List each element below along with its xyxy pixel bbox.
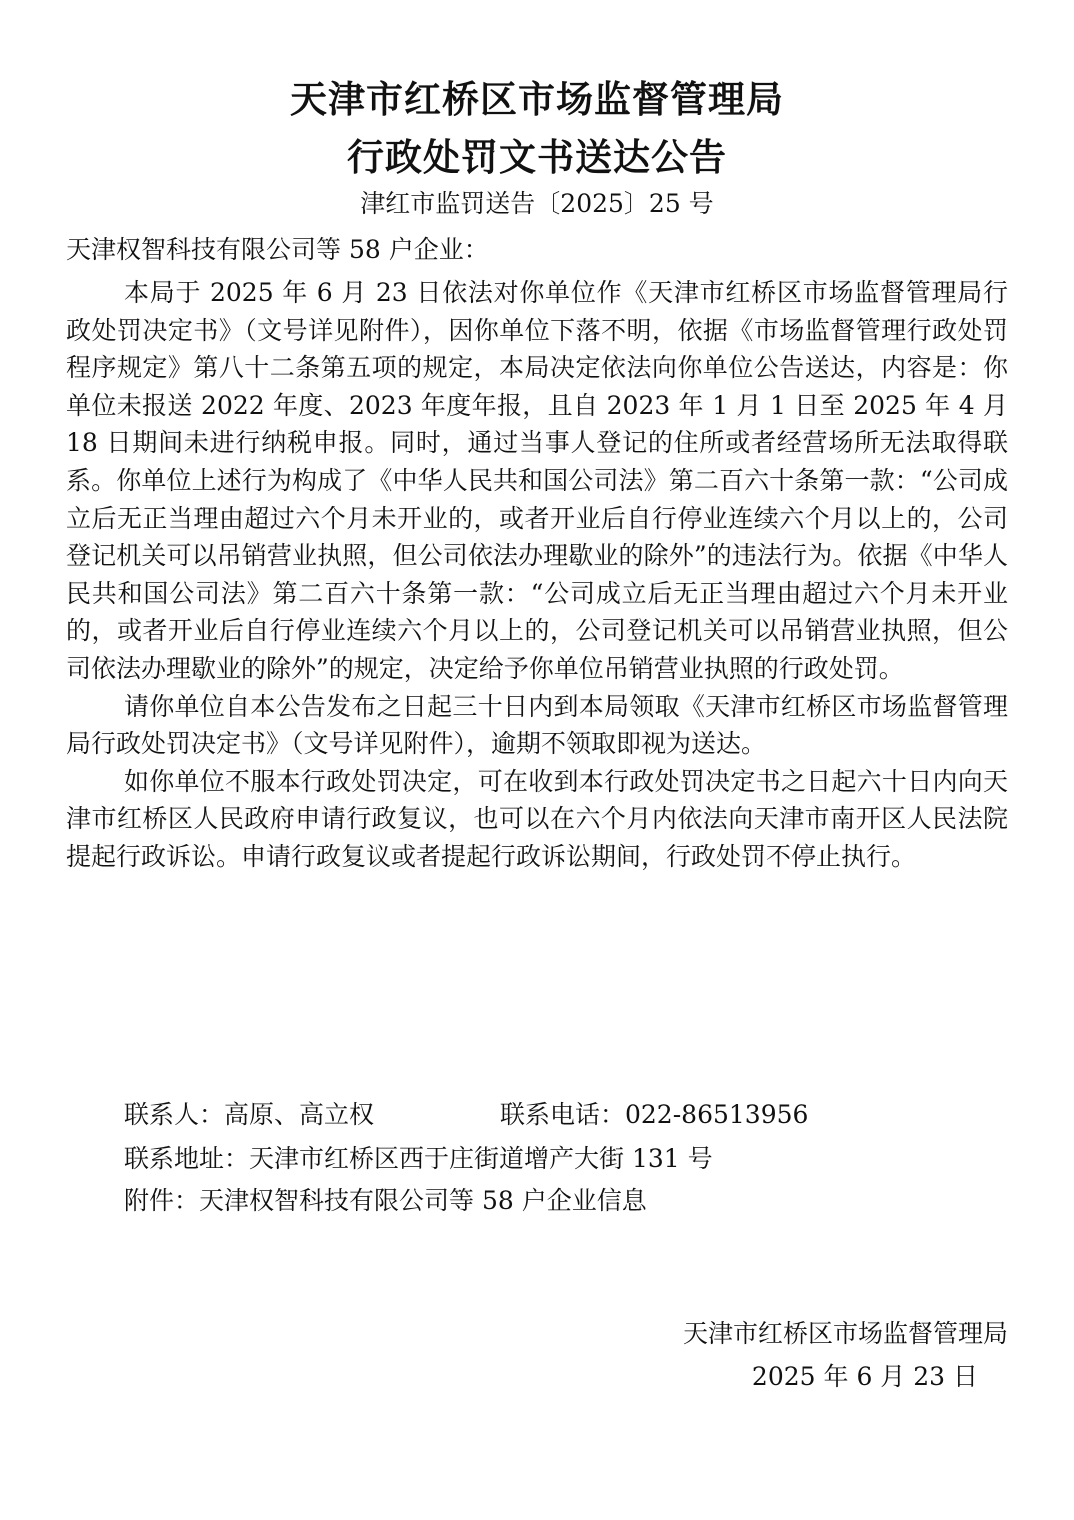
notice-body <box>66 274 1008 876</box>
attachment-note: 附件：天津权智科技有限公司等 58 户企业信息 <box>124 1186 647 1215</box>
contact-phone: 联系电话：022-86513956 <box>500 1100 809 1129</box>
contact-person: 联系人：高原、高立权 <box>124 1100 375 1129</box>
document-title-line2: 行政处罚文书送达公告 <box>347 136 727 179</box>
document-number: 津红市监罚送告〔2025〕25 号 <box>360 189 714 218</box>
contact-row <box>124 1097 809 1133</box>
addressee: 天津权智科技有限公司等 58 户企业： <box>66 235 489 264</box>
signature-date: 2025 年 6 月 23 日 <box>751 1362 978 1391</box>
signature-organization: 天津市红桥区市场监督管理局 <box>682 1319 1008 1348</box>
paragraph-collection: 请你单位自本公告发布之日起三十日内到本局领取《天津市红桥区市场监督管理局行政处罚决定书》（文号详见附件），逾期不领取即视为送达。 <box>66 691 1008 759</box>
paragraph-decision: 本局于 2025 年 6 月 23 日依法对你单位作《天津市红桥区市场监督管理局行政处罚决定书》（文号详见附件），因你单位下落不明，依据《市场监督管理行政处罚程序规定》第八十二条第五项的规定，本局决定依法向你单位公告送达，内容是：你单位未报送 2022 年度、2023 年度年报，且自 2023 年 1 月 1 日至 2025 年 4 月 18 日期间未进行纳税申报。同时，通过当事人登记的住所或者经营场所无法取得联系。你单位上述行为构成了《中华人民共和国公司法》第二百六十条第一款：“公司成立后无正当理由超过六个月未开业的，或者开业后自行停业连续六个月以上的，公司登记机关可以吊销营业执照，但公司依法办理歇业的除外”的违法行为。依据《中华人民共和国公司法》第二百六十条第一款：“公司成立后无正当理由超过六个月未开业的，或者开业后自行停业连续六个月以上的，公司登记机关可以吊销营业执照，但公司依法办理歇业的除外”的规定，决定给予你单位吊销营业执照的行政处罚。 <box>66 278 1008 683</box>
contact-address: 联系地址：天津市红桥区西于庄街道增产大街 131 号 <box>124 1144 713 1173</box>
document-title-line1: 天津市红桥区市场监督管理局 <box>290 78 784 121</box>
paragraph-appeal: 如你单位不服本行政处罚决定，可在收到本行政处罚决定书之日起六十日内向天津市红桥区人民政府申请行政复议，也可以在六个月内依法向天津市南开区人民法院提起行政诉讼。申请行政复议或者提起行政诉讼期间，行政处罚不停止执行。 <box>66 766 1008 871</box>
